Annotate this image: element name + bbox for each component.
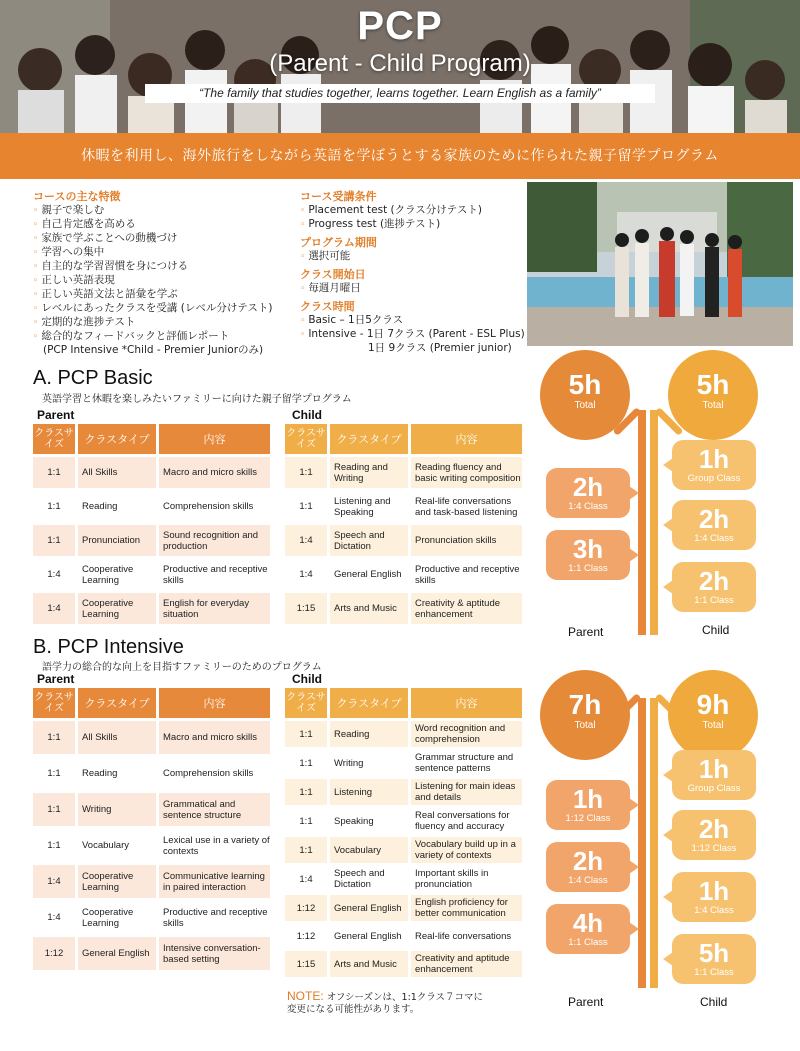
basic-child-table bbox=[282, 421, 525, 627]
basic-parent-tag: 3h 1:1 Class bbox=[546, 530, 630, 580]
basic-child-tag: 1h Group Class bbox=[672, 440, 756, 490]
table-row: 1:1 Reading Comprehension skills bbox=[33, 757, 270, 790]
intensive-child-tag: 1h 1:4 Class bbox=[672, 872, 756, 922]
basic-parent-caption: Parent bbox=[568, 625, 604, 639]
intensive-title: B. PCP Intensive bbox=[33, 636, 184, 658]
course-features bbox=[33, 190, 288, 357]
list-item: ◦ 定期的な進捗テスト bbox=[33, 316, 136, 328]
list-item: ◦ 自主的な学習習慣を身につける bbox=[33, 260, 189, 272]
table-row: 1:1 All Skills Macro and micro skills bbox=[33, 721, 270, 754]
table-row: 1:12 General English English proficiency for better communication bbox=[285, 895, 522, 921]
list-item: ◦ Placement test (クラス分けテスト) bbox=[300, 204, 482, 216]
basic-child-tag: 2h 1:1 Class bbox=[672, 562, 756, 612]
table-row: 1:1 Writing Grammar structure and sentence patterns bbox=[285, 750, 522, 776]
table-row: 1:1 All Skills Macro and micro skills bbox=[33, 457, 270, 488]
table-row: 1:1 Reading Comprehension skills bbox=[33, 491, 270, 522]
hours-heading: クラス時間 bbox=[300, 300, 355, 313]
list-item: ◦ 正しい英語表現 bbox=[33, 274, 115, 286]
table-row: 1:4 Cooperative Learning Communicative learning in paired interaction bbox=[33, 865, 270, 898]
intensive-parent-caption: Parent bbox=[568, 995, 604, 1009]
basic-child-tag: 2h 1:4 Class bbox=[672, 500, 756, 550]
intensive-child-tag: 5h 1:1 Class bbox=[672, 934, 756, 984]
intensive-child-table bbox=[282, 685, 525, 980]
note-text: 変更になる可能性があります。 bbox=[287, 1004, 420, 1015]
features-list bbox=[33, 204, 288, 344]
basic-parent-tag: 2h 1:4 Class bbox=[546, 468, 630, 518]
list-item: ◦ 毎週月曜日 bbox=[300, 282, 361, 294]
table-row: 1:1 Reading Word recognition and comprehension bbox=[285, 721, 522, 747]
basic-child-caption: Child bbox=[702, 623, 730, 637]
intensive-child-tag: 1h Group Class bbox=[672, 750, 756, 800]
basic-child-label: Child bbox=[292, 408, 322, 422]
list-item: ◦ 自己肯定感を高める bbox=[33, 218, 136, 230]
list-item: ◦ 選択可能 bbox=[300, 250, 351, 262]
intensive-child-caption: Child bbox=[700, 995, 728, 1009]
basic-parent-label: Parent bbox=[37, 408, 75, 422]
table-row: 1:12 General English Real-life conversations bbox=[285, 924, 522, 948]
header-class-size: クラスサイズ bbox=[285, 424, 327, 454]
list-item: ◦ Basic – 1日5クラス bbox=[300, 314, 404, 326]
intensive-description: 語学力の総合的な向上を目指すファミリーのためのプログラム bbox=[42, 662, 322, 673]
intensive-child-tag: 2h 1:12 Class bbox=[672, 810, 756, 860]
header-class-type: クラスタイプ bbox=[330, 424, 408, 454]
header-class-type: クラスタイプ bbox=[78, 424, 156, 454]
parent-trunk bbox=[638, 410, 646, 635]
program-subtitle: (Parent - Child Program) bbox=[269, 50, 531, 77]
program-quote: “The family that studies together, learns together. Learn English as a family” bbox=[145, 84, 655, 103]
basic-description: 英語学習と休暇を楽しみたいファミリーに向けた親子留学プログラム bbox=[42, 394, 352, 405]
child-trunk bbox=[650, 698, 658, 988]
header-class-type: クラスタイプ bbox=[78, 688, 156, 718]
intensive-parent-table bbox=[30, 685, 273, 973]
intensive-child-total: 9h Total bbox=[668, 670, 758, 760]
header-class-type: クラスタイプ bbox=[330, 688, 408, 718]
table-row: 1:1 Vocabulary Vocabulary build up in a variety of contexts bbox=[285, 837, 522, 863]
table-row: 1:4 Cooperative Learning English for everyday situation bbox=[33, 593, 270, 624]
intensive-parent-total: 7h Total bbox=[540, 670, 630, 760]
header-class-size: クラスサイズ bbox=[33, 688, 75, 718]
features-heading: コースの主な特徴 bbox=[33, 190, 121, 203]
header-class-size: クラスサイズ bbox=[285, 688, 327, 718]
list-item: ◦ 総合的なフィードバックと評価レポート bbox=[33, 330, 230, 342]
off-season-note: NOTE: オフシーズンは、1:1クラス７コマに 変更になる可能性があります。 bbox=[287, 989, 484, 1015]
basic-parent-total: 5h Total bbox=[540, 350, 630, 440]
header-content: 内容 bbox=[411, 688, 522, 718]
start-heading: クラス開始日 bbox=[300, 268, 366, 281]
intro-banner: 休暇を利用し、海外旅行をしながら英語を学ぼうとする家族のために作られた親子留学プログラム bbox=[0, 133, 800, 179]
hero-section bbox=[0, 0, 800, 133]
table-row: 1:15 Arts and Music Creativity & aptitude enhancement bbox=[285, 593, 522, 624]
list-item: ◦ 正しい英語文法と語彙を学ぶ bbox=[33, 288, 178, 300]
basic-parent-table bbox=[30, 421, 273, 627]
list-item: ◦ 家族で学ぶことへの動機づけ bbox=[33, 232, 178, 244]
header-content: 内容 bbox=[159, 424, 270, 454]
features-note: (PCP Intensive *Child - Premier Juniorのみ) bbox=[43, 344, 264, 356]
requirements-heading: コース受講条件 bbox=[300, 190, 377, 203]
table-row: 1:4 Cooperative Learning Productive and receptive skills bbox=[33, 559, 270, 590]
staff-pool-photo bbox=[527, 182, 793, 346]
table-row: 1:4 Speech and Dictation Pronunciation skills bbox=[285, 525, 522, 556]
header-class-size: クラスサイズ bbox=[33, 424, 75, 454]
table-row: 1:4 Cooperative Learning Productive and receptive skills bbox=[33, 901, 270, 934]
period-heading: プログラム期間 bbox=[300, 236, 377, 249]
intensive-parent-tag: 1h 1:12 Class bbox=[546, 780, 630, 830]
list-item: ◦ レベルにあったクラスを受講 (レベル分けテスト) bbox=[33, 302, 273, 314]
table-row: 1:4 Speech and Dictation Important skills in pronunciation bbox=[285, 866, 522, 892]
intensive-parent-label: Parent bbox=[37, 672, 75, 686]
table-row: 1:1 Writing Grammatical and sentence structure bbox=[33, 793, 270, 826]
header-content: 内容 bbox=[159, 688, 270, 718]
table-row: 1:1 Speaking Real conversations for fluency and accuracy bbox=[285, 808, 522, 834]
list-item: ◦ 親子で楽しむ bbox=[33, 204, 105, 216]
table-row: 1:1 Reading and Writing Reading fluency and basic writing composition bbox=[285, 457, 522, 488]
program-title: PCP bbox=[357, 4, 443, 48]
list-item: ◦ 学習への集中 bbox=[33, 246, 105, 258]
table-row: 1:12 General English Intensive conversation-based setting bbox=[33, 937, 270, 970]
basic-child-total: 5h Total bbox=[668, 350, 758, 440]
note-label: NOTE: bbox=[287, 989, 324, 1003]
list-item: ◦ Intensive - 1日 7クラス (Parent - ESL Plus) bbox=[300, 328, 525, 340]
header-content: 内容 bbox=[411, 424, 522, 454]
table-row: 1:15 Arts and Music Creativity and aptitude enhancement bbox=[285, 951, 522, 977]
table-row: 1:1 Listening and Speaking Real-life conversations and task-based listening bbox=[285, 491, 522, 522]
intensive-parent-tag: 2h 1:4 Class bbox=[546, 842, 630, 892]
list-item: ◦ Progress test (進捗テスト) bbox=[300, 218, 441, 230]
basic-title: A. PCP Basic bbox=[33, 367, 153, 389]
child-trunk bbox=[650, 410, 658, 635]
table-row: 1:4 General English Productive and receptive skills bbox=[285, 559, 522, 590]
table-row: 1:1 Listening Listening for main ideas and details bbox=[285, 779, 522, 805]
intensive-parent-tag: 4h 1:1 Class bbox=[546, 904, 630, 954]
intensive-child-label: Child bbox=[292, 672, 322, 686]
hours-extra: 1日 9クラス (Premier junior) bbox=[368, 342, 512, 354]
table-row: 1:1 Vocabulary Lexical use in a variety of contexts bbox=[33, 829, 270, 862]
course-conditions bbox=[300, 190, 528, 355]
table-row: 1:1 Pronunciation Sound recognition and production bbox=[33, 525, 270, 556]
parent-trunk bbox=[638, 698, 646, 988]
